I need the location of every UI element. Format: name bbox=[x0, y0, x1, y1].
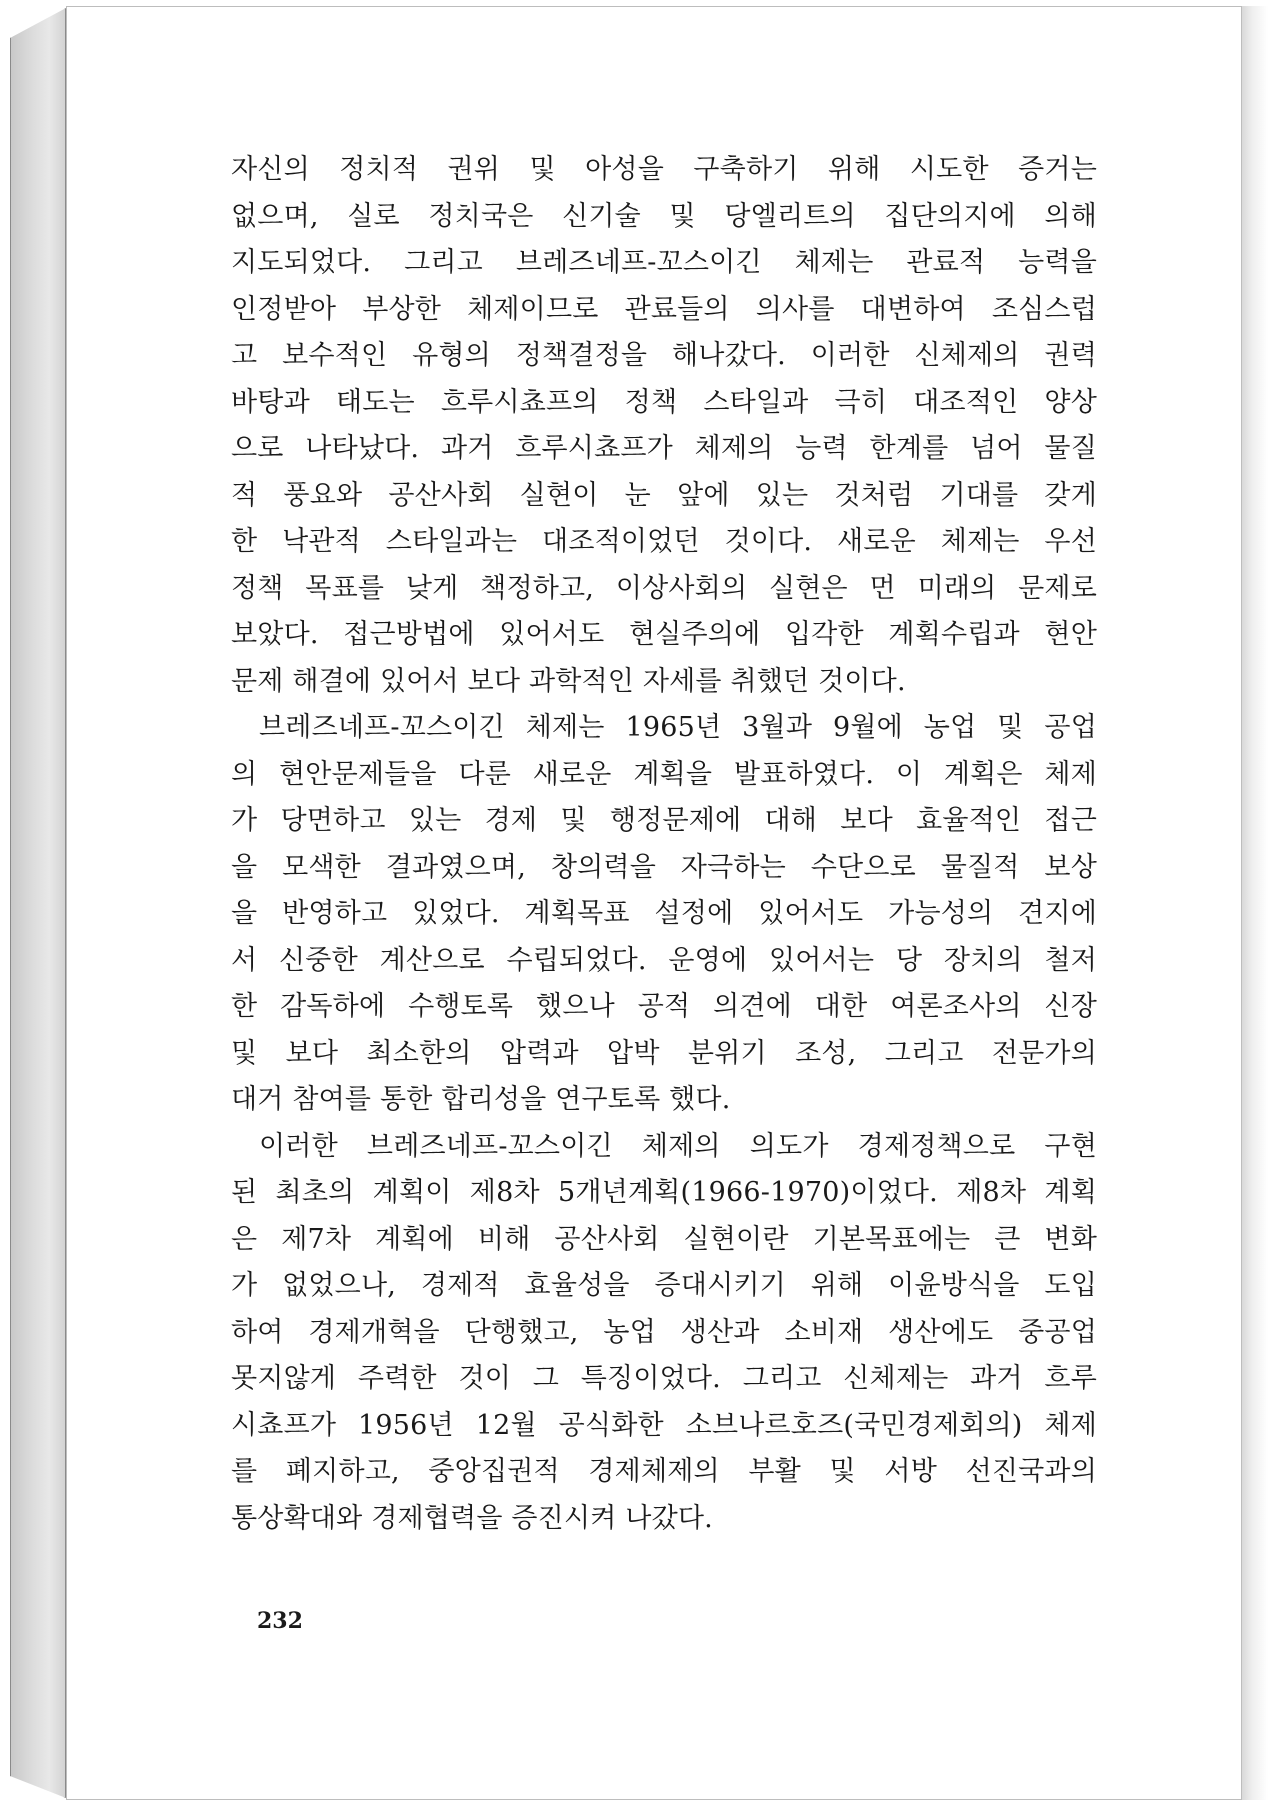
page-shadow bbox=[1242, 6, 1268, 1800]
text-line: 적 풍요와 공산사회 실현이 눈 앞에 있는 것처럼 기대를 갖게 bbox=[231, 479, 1097, 511]
text-line: 브레즈네프-꼬스이긴 체제는 1965년 3월과 9월에 농업 및 공업 bbox=[259, 712, 1097, 743]
text-line: 가 없었으나, 경제적 효율성을 증대시키기 위해 이윤방식을 도입 bbox=[231, 1270, 1097, 1301]
text-line: 못지않게 주력한 것이 그 특징이었다. 그리고 신체제는 과거 흐루 bbox=[231, 1363, 1097, 1394]
text-line: 은 제7차 계획에 비해 공산사회 실현이란 기본목표에는 큰 변화 bbox=[231, 1223, 1097, 1255]
text-line: 보았다. 접근방법에 있어서도 현실주의에 입각한 계획수립과 현안 bbox=[231, 619, 1097, 650]
text-line: 서 신중한 계산으로 수립되었다. 운영에 있어서는 당 장치의 철저 bbox=[231, 944, 1097, 976]
text-line: 가 당면하고 있는 경제 및 행정문제에 대해 보다 효율적인 접근 bbox=[231, 805, 1097, 836]
text-line: 지도되었다. 그리고 브레즈네프-꼬스이긴 체제는 관료적 능력을 bbox=[231, 247, 1097, 278]
text-line: 시쵸프가 1956년 12월 공식화한 소브나르호즈(국민경제회의) 체제 bbox=[231, 1409, 1097, 1441]
text-line: 를 폐지하고, 중앙집권적 경제체제의 부활 및 서방 선진국과의 bbox=[231, 1456, 1097, 1487]
text-line: 인정받아 부상한 체제이므로 관료들의 의사를 대변하여 조심스럽 bbox=[231, 293, 1097, 325]
text-line: 을 반영하고 있었다. 계획목표 설정에 있어서도 가능성의 견지에 bbox=[231, 898, 1097, 929]
text-line: 이러한 브레즈네프-꼬스이긴 체제의 의도가 경제정책으로 구현 bbox=[259, 1130, 1097, 1162]
text-line: 고 보수적인 유형의 정책결정을 해나갔다. 이러한 신체제의 권력 bbox=[231, 340, 1097, 371]
text-line: 바탕과 태도는 흐루시쵸프의 정책 스타일과 극히 대조적인 양상 bbox=[231, 386, 1097, 418]
text-line: 하여 경제개혁을 단행했고, 농업 생산과 소비재 생산에도 중공업 bbox=[231, 1316, 1097, 1348]
text-line: 을 모색한 결과였으며, 창의력을 자극하는 수단으로 물질적 보상 bbox=[231, 851, 1097, 883]
book-spine-edge bbox=[10, 8, 66, 1798]
text-line: 없으며, 실로 정치국은 신기술 및 당엘리트의 집단의지에 의해 bbox=[231, 200, 1097, 232]
text-line: 된 최초의 계획이 제8차 5개년계획(1966-1970)이었다. 제8차 계획 bbox=[231, 1177, 1097, 1208]
text-line: 정책 목표를 낮게 책정하고, 이상사회의 실현은 먼 미래의 문제로 bbox=[231, 572, 1097, 604]
text-line: 으로 나타났다. 과거 흐루시쵸프가 체제의 능력 한계를 넘어 물질 bbox=[231, 433, 1097, 464]
text-line: 문제 해결에 있어서 보다 과학적인 자세를 취했던 것이다. bbox=[231, 665, 906, 697]
text-line: 의 현안문제들을 다룬 새로운 계획을 발표하였다. 이 계획은 체제 bbox=[231, 758, 1097, 790]
text-line: 자신의 정치적 권위 및 아성을 구축하기 위해 시도한 증거는 bbox=[231, 154, 1097, 185]
text-line: 대거 참여를 통한 합리성을 연구토록 했다. bbox=[231, 1084, 731, 1115]
text-line: 한 낙관적 스타일과는 대조적이었던 것이다. 새로운 체제는 우선 bbox=[231, 526, 1097, 557]
page-number: 232 bbox=[257, 1608, 303, 1634]
body-text bbox=[231, 147, 1097, 1542]
text-line: 및 보다 최소한의 압력과 압박 분위기 조성, 그리고 전문가의 bbox=[231, 1037, 1097, 1069]
text-line: 한 감독하에 수행토록 했으나 공적 의견에 대한 여론조사의 신장 bbox=[231, 991, 1097, 1022]
text-line: 통상확대와 경제협력을 증진시켜 나갔다. bbox=[231, 1502, 713, 1534]
